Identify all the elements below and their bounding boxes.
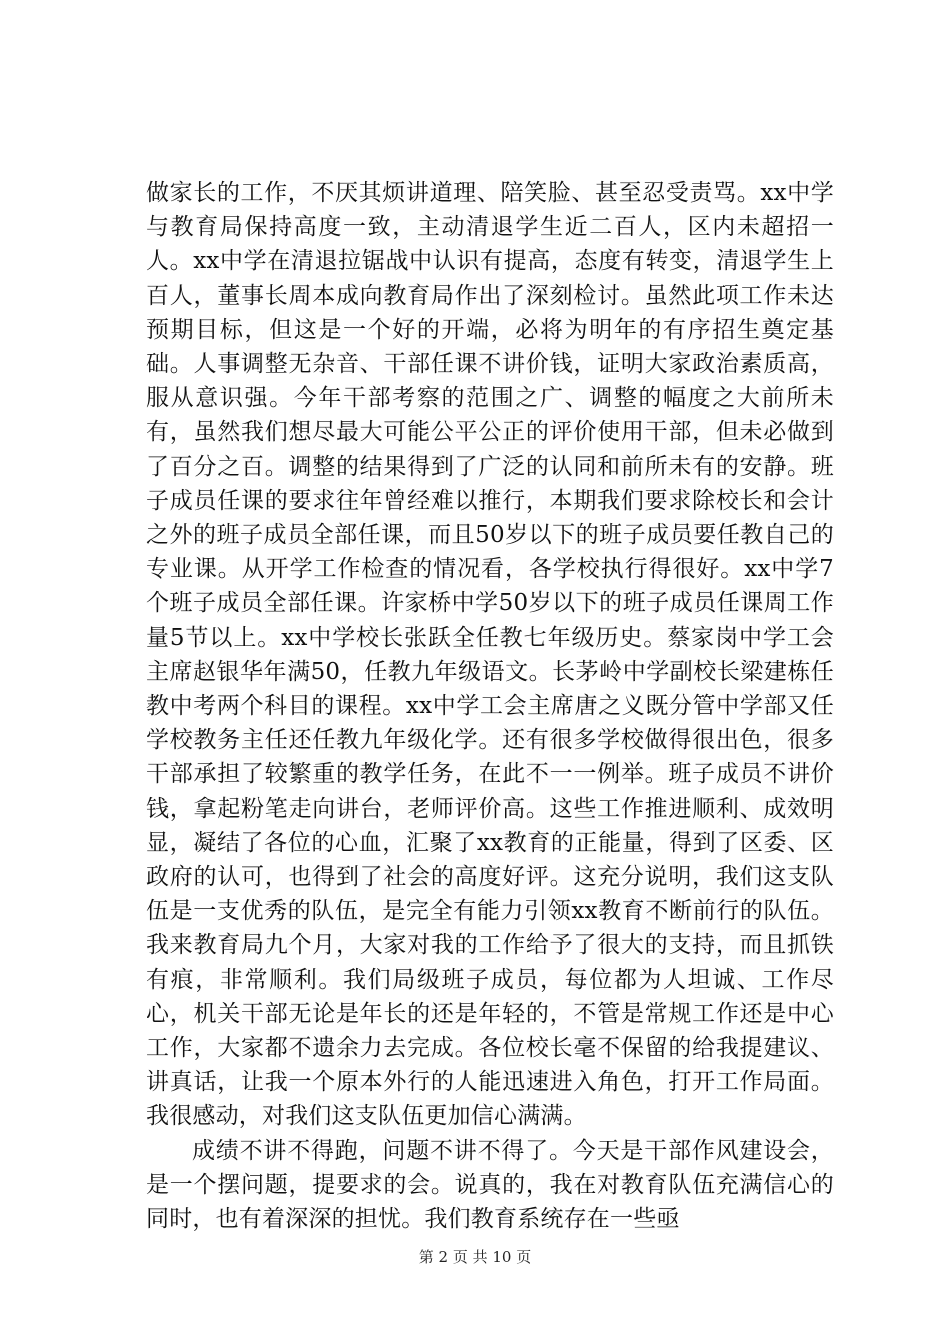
paragraph-continuation: 做家长的工作，不厌其烦讲道理、陪笑脸、甚至忍受责骂。xx中学与教育局保持高度一致，主动清退学生近二百人，区内未超招一人。xx中学在清退拉锯战中认识有提高，态度有转变，清退学生上百人，董事长周本成向教育局作出了深刻检讨。虽然此项工作未达预期目标，但这是一个好的开端，必将为明年的有序招生奠定基础。人事调整无杂音、干部任课不讲价钱，证明大家政治素质高，服从意识强。今年干部考察的范围之广、调整的幅度之大前所未有，虽然我们想尽最大可能公平公正的评价使用干部，但未必做到了百分之百。调整的结果得到了广泛的认同和前所未有的安静。班子成员任课的要求往年曾经难以推行，本期我们要求除校长和会计之外的班子成员全部任课，而且50岁以下的班子成员要任教自己的专业课。从开学工作检查的情况看，各学校执行得很好。xx中学7个班子成员全部任课。许家桥中学50岁以下的班子成员任课周工作量5节以上。xx中学校长张跃全任教七年级历史。蔡家岗中学工会主席赵银华年满50，任教九年级语文。长茅岭中学副校长梁建栋任教中考两个科目的课程。xx中学工会主席唐之义既分管中学部又任学校教务主任还任教九年级化学。还有很多学校做得很出色，很多干部承担了较繁重的教学任务，在此不一一例举。班子成员不讲价钱，拿起粉笔走向讲台，老师评价高。这些工作推进顺利、成效明显，凝结了各位的心血，汇聚了xx教育的正能量，得到了区委、区政府的认可，也得到了社会的高度好评。这充分说明，我们这支队伍是一支优秀的队伍，是完全有能力引领xx教育不断前行的队伍。我来教育局九个月，大家对我的工作给予了很大的支持，而且抓铁有痕，非常顺利。我们局级班子成员，每位都为人坦诚、工作尽心，机关干部无论是年长的还是年轻的，不管是常规工作还是中心工作，大家都不遗余力去完成。各位校长毫不保留的给我提建议、讲真话，让我一个原本外行的人能迅速进入角色，打开工作局面。我很感动，对我们这支队伍更加信心满满。 <box>146 180 834 1130</box>
paragraph-problems: 成绩不讲不得跑，问题不讲不得了。今天是干部作风建设会，是一个摆问题，提要求的会。说真的，我在对教育队伍充满信心的同时，也有着深深的担忧。我们教育系统存在一些亟 <box>146 1137 834 1233</box>
document-body <box>146 176 834 1236</box>
page-number-footer: 第 2 页 共 10 页 <box>418 1248 532 1266</box>
